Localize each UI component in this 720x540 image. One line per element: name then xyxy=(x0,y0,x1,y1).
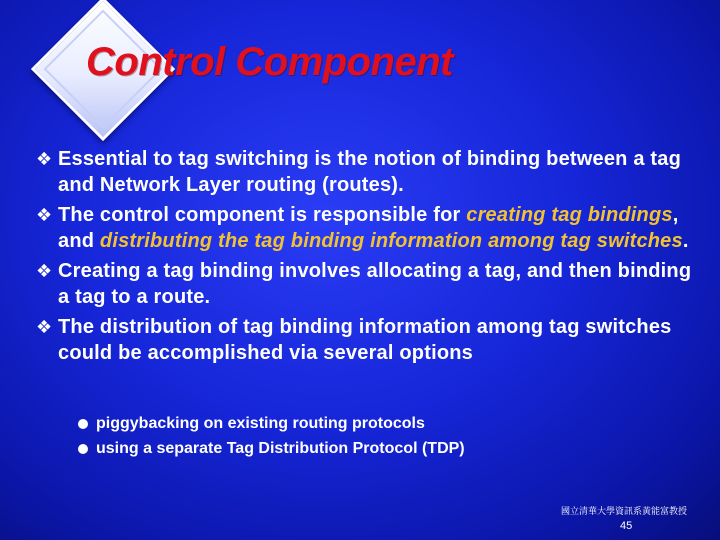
diamond-bullet-icon: ❖ xyxy=(36,317,53,337)
page-number: 45 xyxy=(620,520,633,532)
diamond-bullet-icon: ❖ xyxy=(36,261,53,281)
slide-title: Control Component xyxy=(86,40,453,84)
bullet-text: , and xyxy=(58,204,679,252)
bullet-list xyxy=(36,146,696,370)
diamond-bullet-icon: ❖ xyxy=(36,205,53,225)
bullet-highlight: distributing the tag binding information among tag switches xyxy=(99,230,683,252)
diamond-bullet-icon: ❖ xyxy=(36,149,53,169)
footer-organization: 國立清華大學資訊系黃能富教授 xyxy=(561,506,688,516)
bullet-item xyxy=(36,258,696,310)
bullet-highlight: creating tag bindings xyxy=(466,204,673,226)
sub-bullet-item xyxy=(78,436,465,461)
bullet-item xyxy=(36,146,696,198)
bullet-item xyxy=(36,314,696,366)
bullet-text: Essential to tag switching is the notion of binding between a tag and Network Layer routing (routes). xyxy=(58,148,682,196)
bullet-item xyxy=(36,202,696,254)
bullet-text: Creating a tag binding involves allocating a tag, and then binding a tag to a route. xyxy=(58,260,692,308)
round-bullet-icon xyxy=(78,444,88,454)
sub-bullet-text: piggybacking on existing routing protocols xyxy=(96,415,425,432)
bullet-text: . xyxy=(682,230,689,252)
bullet-text: The distribution of tag binding information among tag switches could be accomplished via several options xyxy=(58,316,672,364)
bullet-text: The control component is responsible for xyxy=(58,204,467,226)
round-bullet-icon xyxy=(78,419,88,429)
sub-bullet-item xyxy=(78,411,465,436)
sub-bullet-text: using a separate Tag Distribution Protocol (TDP) xyxy=(96,440,465,457)
sub-bullet-list xyxy=(78,411,465,461)
